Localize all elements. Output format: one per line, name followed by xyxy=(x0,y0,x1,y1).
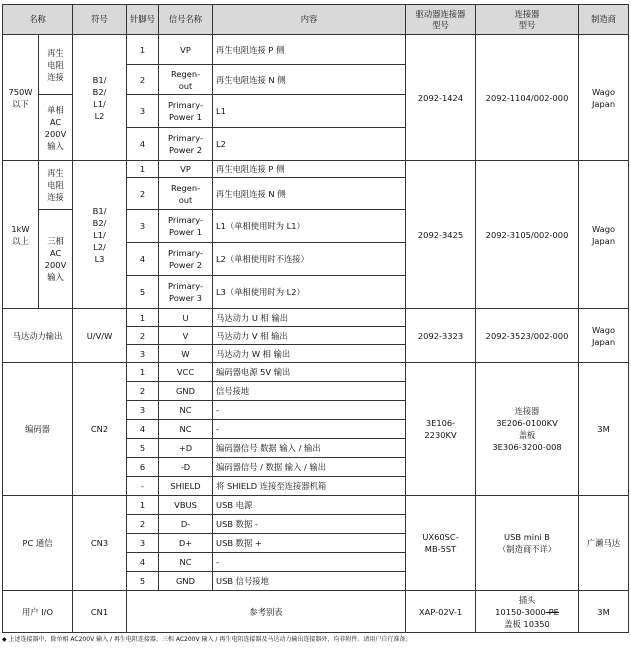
header-connector: 连接器 型号 xyxy=(476,5,579,35)
pin-cell: 1 xyxy=(127,35,159,65)
content-cell: 编码器信号 数据 输入 / 输出 xyxy=(213,439,406,458)
content-cell: 信号接地 xyxy=(213,382,406,401)
group-motor-name: 马达动力输出 xyxy=(3,309,73,363)
group-encoder-symbol: CN2 xyxy=(73,363,127,496)
content-cell: 将 SHIELD 连接至连接器机箱 xyxy=(213,477,406,496)
content-cell: 马达动力 W 相 输出 xyxy=(213,345,406,363)
content-cell: - xyxy=(213,401,406,420)
table-row xyxy=(3,309,629,327)
signal-cell: GND xyxy=(159,572,213,591)
signal-cell: NC xyxy=(159,553,213,572)
header-content: 内容 xyxy=(213,5,406,35)
signal-cell: Regen- out xyxy=(159,65,213,95)
drive-connector-cell: 2092-1424 xyxy=(406,35,476,161)
table-row xyxy=(3,591,629,633)
signal-cell: -D xyxy=(159,458,213,477)
table-row xyxy=(3,35,629,65)
signal-cell: NC xyxy=(159,420,213,439)
content-cell: L1（单相使用时为 L1） xyxy=(213,210,406,243)
pin-cell: 3 xyxy=(127,210,159,243)
group-1kw-symbol: B1/ B2/ L1/ L2/ L3 xyxy=(73,161,127,309)
signal-cell: V xyxy=(159,327,213,345)
group-750w-input-label: 单相 AC 200V 输入 xyxy=(39,95,73,161)
pin-cell: 2 xyxy=(127,515,159,534)
maker-cell: Wago Japan xyxy=(579,161,629,309)
maker-cell: 3M xyxy=(579,591,629,633)
connector-spec-table xyxy=(2,4,629,633)
header-signal: 信号名称 xyxy=(159,5,213,35)
pin-cell: - xyxy=(127,477,159,496)
pin-cell: 4 xyxy=(127,243,159,276)
header-symbol: 符号 xyxy=(73,5,127,35)
group-pc-symbol: CN3 xyxy=(73,496,127,591)
footnote: ◆ 上述连接器中，除单相 AC200V 输入 / 再生电阻连接器、三相 AC200V 输入 / 再生电阻连接器及马达动力输出连接器外，均非附件。请用户自行准备。 xyxy=(2,636,412,643)
connector-cell: 2092-3523/002-000 xyxy=(476,309,579,363)
connector-cell: USB mini B （制造商不详） xyxy=(476,496,579,591)
content-cell: USB 信号接地 xyxy=(213,572,406,591)
pin-cell: 4 xyxy=(127,128,159,161)
maker-cell: 广濑马达 xyxy=(579,496,629,591)
drive-connector-cell: 2092-3323 xyxy=(406,309,476,363)
pin-cell: 1 xyxy=(127,309,159,327)
content-cell: L3（单相使用时为 L2） xyxy=(213,276,406,309)
group-1kw-regen-label: 再生 电阻 连接 xyxy=(39,161,73,210)
pin-cell: 3 xyxy=(127,95,159,128)
signal-cell: VP xyxy=(159,35,213,65)
group-750w-regen-label: 再生 电阻 连接 xyxy=(39,35,73,95)
content-cell: 马达动力 U 相 输出 xyxy=(213,309,406,327)
header-row xyxy=(3,5,629,35)
table-row xyxy=(3,161,629,178)
group-1kw-input-label: 三相 AC 200V 输入 xyxy=(39,210,73,309)
signal-cell: Primary- Power 2 xyxy=(159,128,213,161)
io-reference-cell: 参考别表 xyxy=(127,591,406,633)
group-io-name: 用户 I/O xyxy=(3,591,73,633)
content-cell: USB 数据 + xyxy=(213,534,406,553)
maker-cell: Wago Japan xyxy=(579,35,629,161)
signal-cell: Regen- out xyxy=(159,178,213,210)
content-cell: 编码器电源 5V 输出 xyxy=(213,363,406,382)
header-name: 名称 xyxy=(3,5,73,35)
drive-connector-cell: UX60SC- MB-5ST xyxy=(406,496,476,591)
pin-cell: 1 xyxy=(127,363,159,382)
content-cell: L2 xyxy=(213,128,406,161)
signal-cell: NC xyxy=(159,401,213,420)
content-cell: USB 数据 - xyxy=(213,515,406,534)
group-motor-symbol: U/V/W xyxy=(73,309,127,363)
content-cell: L2（单相使用时不连接） xyxy=(213,243,406,276)
content-cell: 再生电阻连接 P 侧 xyxy=(213,161,406,178)
signal-cell: VBUS xyxy=(159,496,213,515)
connector-cell: 插头 10150-3000-PE 盖板 10350 xyxy=(476,591,579,633)
signal-cell: D+ xyxy=(159,534,213,553)
pin-cell: 6 xyxy=(127,458,159,477)
pin-cell: 3 xyxy=(127,534,159,553)
signal-cell: VP xyxy=(159,161,213,178)
content-cell: USB 电源 xyxy=(213,496,406,515)
pin-cell: 4 xyxy=(127,553,159,572)
content-cell: 编码器信号 / 数据 输入 / 输出 xyxy=(213,458,406,477)
maker-cell: Wago Japan xyxy=(579,309,629,363)
group-750w-name: 750W 以下 xyxy=(3,35,39,161)
signal-cell: Primary- Power 2 xyxy=(159,243,213,276)
drive-connector-cell: XAP-02V-1 xyxy=(406,591,476,633)
connector-cell: 2092-1104/002-000 xyxy=(476,35,579,161)
pin-cell: 1 xyxy=(127,496,159,515)
content-cell: 再生电阻连接 N 侧 xyxy=(213,65,406,95)
pin-cell: 5 xyxy=(127,572,159,591)
group-io-symbol: CN1 xyxy=(73,591,127,633)
pin-cell: 4 xyxy=(127,420,159,439)
pin-cell: 2 xyxy=(127,178,159,210)
content-cell: - xyxy=(213,420,406,439)
content-cell: L1 xyxy=(213,95,406,128)
signal-cell: Primary- Power 1 xyxy=(159,95,213,128)
pin-cell: 2 xyxy=(127,65,159,95)
signal-cell: U xyxy=(159,309,213,327)
pin-cell: 5 xyxy=(127,276,159,309)
content-cell: 再生电阻连接 P 侧 xyxy=(213,35,406,65)
pin-cell: 3 xyxy=(127,345,159,363)
content-cell: 马达动力 V 相 输出 xyxy=(213,327,406,345)
signal-cell: W xyxy=(159,345,213,363)
connector-cell: 连接器 3E206-0100KV 盖板 3E306-3200-008 xyxy=(476,363,579,496)
table-row xyxy=(3,496,629,515)
drive-connector-cell: 2092-3425 xyxy=(406,161,476,309)
header-pin: 针脚号 xyxy=(127,5,159,35)
content-cell: - xyxy=(213,553,406,572)
pin-cell: 1 xyxy=(127,161,159,178)
signal-cell: +D xyxy=(159,439,213,458)
signal-cell: Primary- Power 1 xyxy=(159,210,213,243)
signal-cell: SHIELD xyxy=(159,477,213,496)
header-drive-connector: 驱动器连接器 型号 xyxy=(406,5,476,35)
group-1kw-name: 1kW 以上 xyxy=(3,161,39,309)
group-pc-name: PC 通信 xyxy=(3,496,73,591)
table-row xyxy=(3,363,629,382)
pin-cell: 3 xyxy=(127,401,159,420)
pin-cell: 5 xyxy=(127,439,159,458)
pin-cell: 2 xyxy=(127,382,159,401)
drive-connector-cell: 3E106- 2230KV xyxy=(406,363,476,496)
group-encoder-name: 编码器 xyxy=(3,363,73,496)
pin-cell: 2 xyxy=(127,327,159,345)
group-750w-symbol: B1/ B2/ L1/ L2 xyxy=(73,35,127,161)
signal-cell: VCC xyxy=(159,363,213,382)
content-cell: 再生电阻连接 N 侧 xyxy=(213,178,406,210)
connector-cell: 2092-3105/002-000 xyxy=(476,161,579,309)
signal-cell: GND xyxy=(159,382,213,401)
maker-cell: 3M xyxy=(579,363,629,496)
header-maker: 制造商 xyxy=(579,5,629,35)
signal-cell: Primary- Power 3 xyxy=(159,276,213,309)
signal-cell: D- xyxy=(159,515,213,534)
